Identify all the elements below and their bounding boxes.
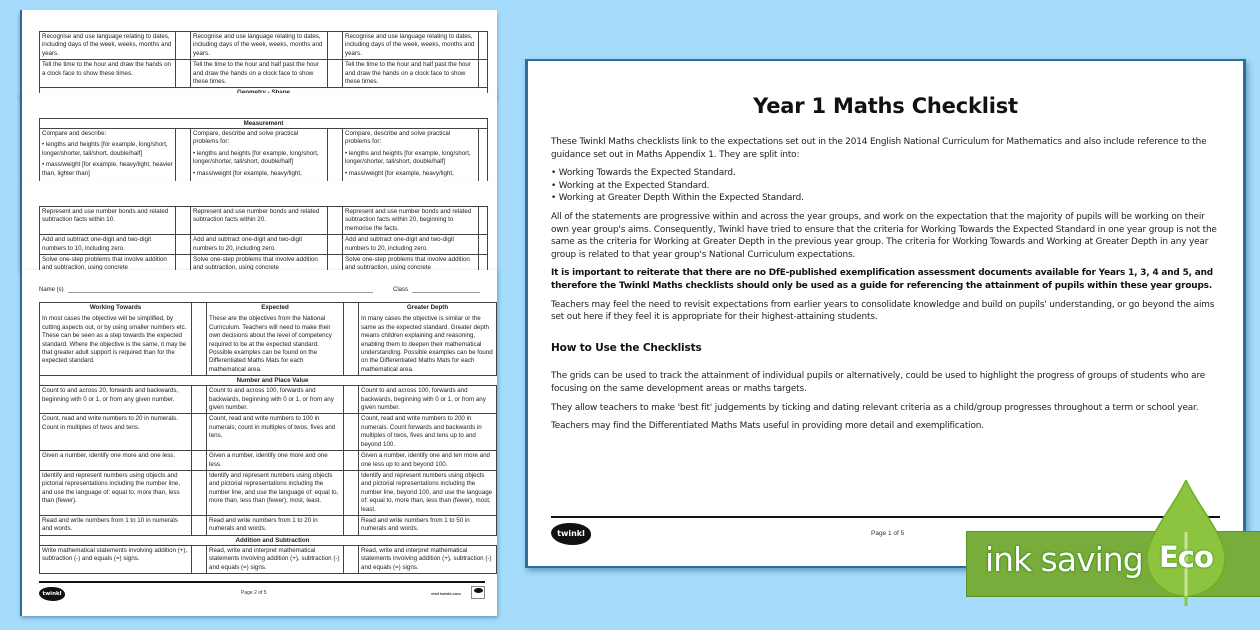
table-row bbox=[40, 255, 488, 270]
cell-greater-depth: Given a number, identify one and ten more and one less up to and beyond 100. bbox=[359, 451, 497, 471]
tick-box[interactable] bbox=[344, 515, 359, 535]
table-row bbox=[40, 545, 498, 573]
cell-greater-depth: Add and subtract one-digit and two-digit numbers to 20, including zero. bbox=[343, 235, 479, 255]
cell-working-towards: Tell the time to the hour and draw the hands on a clock face to show these times. bbox=[40, 60, 176, 88]
page-number: Page 2 of 5 bbox=[241, 590, 267, 596]
tick-box[interactable] bbox=[497, 414, 498, 451]
cell-greater-depth: Recognise and use language relating to dates, including days of the week, weeks, months and years. bbox=[343, 32, 479, 60]
progressive-paragraph: All of the statements are progressive within and across the year groups, and work on the expectation that the majority of pupils will be working on their own year group's aims. Consequently, Twinkl have tried to ensure that the criteria for Working Towards the Expected Standard in one year group is not the same as the criteria for Working at Greater Depth in the previous year group. The criteria for Working Towards and Working at Greater Depth in any year group is related to that year group's National Curriculum expectations. bbox=[551, 211, 1217, 260]
twinkl-logo: twinkl bbox=[551, 523, 591, 545]
tick-box[interactable] bbox=[479, 60, 488, 88]
cell-working-towards: Add and subtract one-digit and two-digit numbers to 10, including zero. bbox=[40, 235, 176, 255]
approved-badge-icon bbox=[471, 586, 485, 599]
cell-greater-depth: Count to and across 100, forwards and backwards, beginning with 0 or 1, or from any given number. bbox=[359, 386, 497, 414]
cell-expected: Count, read and write numbers to 100 in numerals; count in multiples of twos, fives and tens. bbox=[207, 414, 344, 451]
cell-expected: Add and subtract one-digit and two-digit numbers to 20, including zero. bbox=[191, 235, 328, 255]
column-header-greater-depth: Greater Depth bbox=[406, 304, 449, 311]
document-page-1 bbox=[525, 59, 1246, 568]
tick-box[interactable] bbox=[176, 235, 191, 255]
tick-box[interactable] bbox=[479, 129, 488, 182]
tick-box[interactable] bbox=[192, 386, 207, 414]
tick-box[interactable] bbox=[328, 60, 343, 88]
checklist-table-main bbox=[39, 302, 497, 574]
intro-paragraph: These Twinkl Maths checklists link to the expectations set out in the 2014 English National Curriculum for Mathematics and also include reference to the guidance set out in Maths Appendix 1. They are split into: bbox=[551, 137, 1207, 160]
table-row bbox=[40, 515, 498, 535]
table-row bbox=[40, 32, 488, 60]
tick-box[interactable] bbox=[328, 207, 343, 235]
teachers-paragraph: Teachers may feel the need to revisit expectations from earlier years to consolidate knowledge and build on pupils' understanding, or go beyond the aims set out here if they feel it is appropriate for their highest-attaining students. bbox=[551, 299, 1215, 323]
description-greater-depth: Greater Depth In many cases the objective is similar or the same as the expected standard. Greater depth means children explaining and reasoning, enabling them to deepen their mathematical understanding. Possible examples can be found on the Differentiated Maths Mats for each mathematical area. bbox=[359, 303, 497, 376]
tick-box[interactable] bbox=[192, 414, 207, 451]
tick-box[interactable] bbox=[479, 255, 488, 270]
cell-working-towards: Compare and describe: • lengths and heights [for example, long/short, longer/shorter, tall/short, double/half] • mass/weight [for example, heavy/light, heavier than, lighter than] bbox=[40, 129, 176, 182]
description-expected: Expected These are the objectives from the National Curriculum. Teachers will need to make their own decisions about the level of competency required to be at the expected standard. Possible examples can be found on the Differentiated Maths Mats for each mathematical area. bbox=[207, 303, 344, 376]
twinkl-logo: twinkl bbox=[39, 587, 65, 601]
stacked-page-number-bonds bbox=[20, 181, 497, 270]
cell-expected: Represent and use number bonds and related subtraction facts within 20. bbox=[191, 207, 328, 235]
tick-column bbox=[344, 303, 359, 376]
cell-working-towards: Recognise and use language relating to dates, including days of the week, weeks, months and years. bbox=[40, 32, 176, 60]
tick-box[interactable] bbox=[328, 32, 343, 60]
cell-greater-depth: Count, read and write numbers to 200 in numerals. Count forwards and backwards in multiples of twos, fives and tens up to and beyond 100. bbox=[359, 414, 497, 451]
cell-working-towards: Given a number, identify one more and one less. bbox=[40, 451, 192, 471]
stacked-page-time bbox=[20, 10, 497, 96]
cell-expected: Identify and represent numbers using objects and pictorial representations including the number line, and use the language of: equal to, more than, less than (fewer), most, least. bbox=[207, 470, 344, 515]
cell-expected: Read, write and interpret mathematical statements involving addition (+), subtraction (-) and equals (=) signs. bbox=[207, 545, 344, 573]
document-body bbox=[551, 136, 1219, 439]
cell-working-towards: Identify and represent numbers using objects and pictorial representations including the number line, and use the language of: equal to, more than, less than (fewer). bbox=[40, 470, 192, 515]
section-heading-addition-subtraction: Addition and Subtraction bbox=[40, 535, 498, 545]
description-working-towards: Working Towards In most cases the objective will be simplified, by cutting aspects out, or by using smaller numbers etc. These can be seen as a step towards the expected standard. Where the objective is the same, it may be that greater adult support is required than for the expected standard. bbox=[40, 303, 192, 376]
cell-greater-depth: Read and write numbers from 1 to 50 in numerals and words. bbox=[359, 515, 497, 535]
list-item: • Working at the Expected Standard. bbox=[551, 180, 1219, 193]
how-to-paragraph: Teachers may find the Differentiated Maths Mats useful in providing more detail and exemplification. bbox=[551, 421, 984, 432]
tick-box[interactable] bbox=[497, 451, 498, 471]
tick-box[interactable] bbox=[344, 451, 359, 471]
page-number: Page 1 of 5 bbox=[871, 530, 905, 537]
tick-box[interactable] bbox=[344, 545, 359, 573]
name-label: Name (s) bbox=[39, 287, 64, 293]
cell-greater-depth: Tell the time to the hour and half past the hour and draw the hands on a clock face to show these times. bbox=[343, 60, 479, 88]
tick-box[interactable] bbox=[328, 129, 343, 182]
stacked-page-front bbox=[20, 270, 497, 616]
important-paragraph: It is important to reiterate that there are no DfE-published exemplification assessment documents available for Years 1, 3, 4 and 5, and therefore the Twinkl Maths checklists should only be used as a guide for referencing the attainment of pupils within these year groups. bbox=[551, 268, 1213, 291]
cell-working-towards: Solve one-step problems that involve addition and subtraction, using concrete bbox=[40, 255, 176, 270]
cell-working-towards: Count to and across 20, forwards and backwards, beginning with 0 or 1, or from any given number. bbox=[40, 386, 192, 414]
tick-box[interactable] bbox=[479, 32, 488, 60]
tick-box[interactable] bbox=[497, 545, 498, 573]
cell-working-towards: Count, read and write numbers to 20 in numerals. Count in multiples of twos and tens. bbox=[40, 414, 192, 451]
cell-greater-depth: Represent and use number bonds and related subtraction facts within 20, beginning to memorise the facts. bbox=[343, 207, 479, 235]
section-heading-how-to-use: How to Use the Checklists bbox=[551, 341, 702, 354]
column-header-working-towards: Working Towards bbox=[89, 304, 142, 311]
tick-box[interactable] bbox=[344, 470, 359, 515]
tick-box[interactable] bbox=[344, 386, 359, 414]
table-row bbox=[40, 207, 488, 235]
eco-label: Eco bbox=[1159, 540, 1213, 574]
tick-box[interactable] bbox=[176, 207, 191, 235]
table-row bbox=[40, 414, 498, 451]
tick-box[interactable] bbox=[192, 515, 207, 535]
table-row bbox=[40, 386, 498, 414]
tick-box[interactable] bbox=[497, 470, 498, 515]
checklist-table-number-bonds bbox=[39, 206, 488, 270]
tick-box[interactable] bbox=[497, 515, 498, 535]
stacked-page-measurement bbox=[20, 93, 497, 181]
table-row bbox=[40, 60, 488, 88]
cell-greater-depth: Read, write and interpret mathematical statements involving addition (+), subtraction (-) and equals (=) signs. bbox=[359, 545, 497, 573]
class-label: Class bbox=[393, 287, 409, 293]
cell-working-towards: Represent and use number bonds and related subtraction facts within 10. bbox=[40, 207, 176, 235]
ink-saving-text: ink saving bbox=[985, 540, 1143, 579]
table-header-row bbox=[40, 303, 498, 376]
name-class-row bbox=[39, 287, 487, 293]
cell-expected: Tell the time to the hour and half past the hour and draw the hands on a clock face to show these times. bbox=[191, 60, 328, 88]
table-row bbox=[40, 451, 498, 471]
class-field[interactable] bbox=[412, 292, 480, 293]
tick-box[interactable] bbox=[192, 451, 207, 471]
section-heading-measurement: Measurement bbox=[40, 119, 488, 129]
tick-column bbox=[192, 303, 207, 376]
tick-box[interactable] bbox=[192, 545, 207, 573]
tick-box[interactable] bbox=[176, 60, 191, 88]
name-field[interactable] bbox=[68, 292, 373, 293]
cell-greater-depth: Solve one-step problems that involve addition and subtraction, using concrete bbox=[343, 255, 479, 270]
cell-expected: Count to and across 100, forwards and backwards, beginning with 0 or 1, or from any given number. bbox=[207, 386, 344, 414]
footer-url: visit twinkl.com bbox=[431, 591, 461, 596]
table-row bbox=[40, 235, 488, 255]
list-item: • Working at Greater Depth Within the Expected Standard. bbox=[551, 192, 1219, 205]
tick-box[interactable] bbox=[176, 129, 191, 182]
cell-expected: Compare, describe and solve practical problems for: • lengths and heights [for example, long/short, longer/shorter, tall/short, double/half] • mass/weight [for example, heavy/light, bbox=[191, 129, 328, 182]
cell-expected: Solve one-step problems that involve addition and subtraction, using concrete bbox=[191, 255, 328, 270]
cell-expected: Recognise and use language relating to dates, including days of the week, weeks, months and years. bbox=[191, 32, 328, 60]
tick-box[interactable] bbox=[176, 32, 191, 60]
tick-box[interactable] bbox=[479, 235, 488, 255]
checklist-table-measurement bbox=[39, 118, 488, 181]
page-footer bbox=[39, 581, 485, 609]
standards-list bbox=[551, 167, 1219, 205]
tick-column bbox=[497, 303, 498, 376]
tick-box[interactable] bbox=[344, 414, 359, 451]
page-title: Year 1 Maths Checklist bbox=[753, 94, 1018, 118]
tick-box[interactable] bbox=[192, 470, 207, 515]
cell-greater-depth: Identify and represent numbers using objects and pictorial representations including the number line, beyond 100, and use the language of: equal to, more than, less than (fewer), most, least. bbox=[359, 470, 497, 515]
section-heading-number-place-value: Number and Place Value bbox=[40, 376, 498, 386]
tick-box[interactable] bbox=[328, 255, 343, 270]
tick-box[interactable] bbox=[328, 235, 343, 255]
tick-box[interactable] bbox=[176, 255, 191, 270]
table-row bbox=[40, 470, 498, 515]
cell-greater-depth: Compare, describe and solve practical problems for: • lengths and heights [for example, long/short, longer/shorter, tall/short, double/half] • mass/weight [for example, heavy/light, bbox=[343, 129, 479, 182]
tick-box[interactable] bbox=[497, 386, 498, 414]
cell-working-towards: Write mathematical statements involving addition (+), subtraction (-) and equals (=) signs. bbox=[40, 545, 192, 573]
table-row bbox=[40, 129, 488, 182]
checklist-table-time bbox=[39, 31, 488, 96]
tick-box[interactable] bbox=[479, 207, 488, 235]
column-header-expected: Expected bbox=[261, 304, 289, 311]
cell-expected: Given a number, identify one more and one less. bbox=[207, 451, 344, 471]
how-to-paragraph: They allow teachers to make 'best fit' judgements by ticking and dating relevant criteria as a child/group progresses throughout a term or school year. bbox=[551, 402, 1199, 413]
how-to-paragraph: The grids can be used to track the attainment of individual pupils or alternatively, could be used to highlight the progress of groups of students who are focusing on the same development areas or maths targets. bbox=[551, 371, 1206, 394]
cell-expected: Read and write numbers from 1 to 20 in numerals and words. bbox=[207, 515, 344, 535]
cell-working-towards: Read and write numbers from 1 to 10 in numerals and words. bbox=[40, 515, 192, 535]
list-item: • Working Towards the Expected Standard. bbox=[551, 167, 1219, 180]
